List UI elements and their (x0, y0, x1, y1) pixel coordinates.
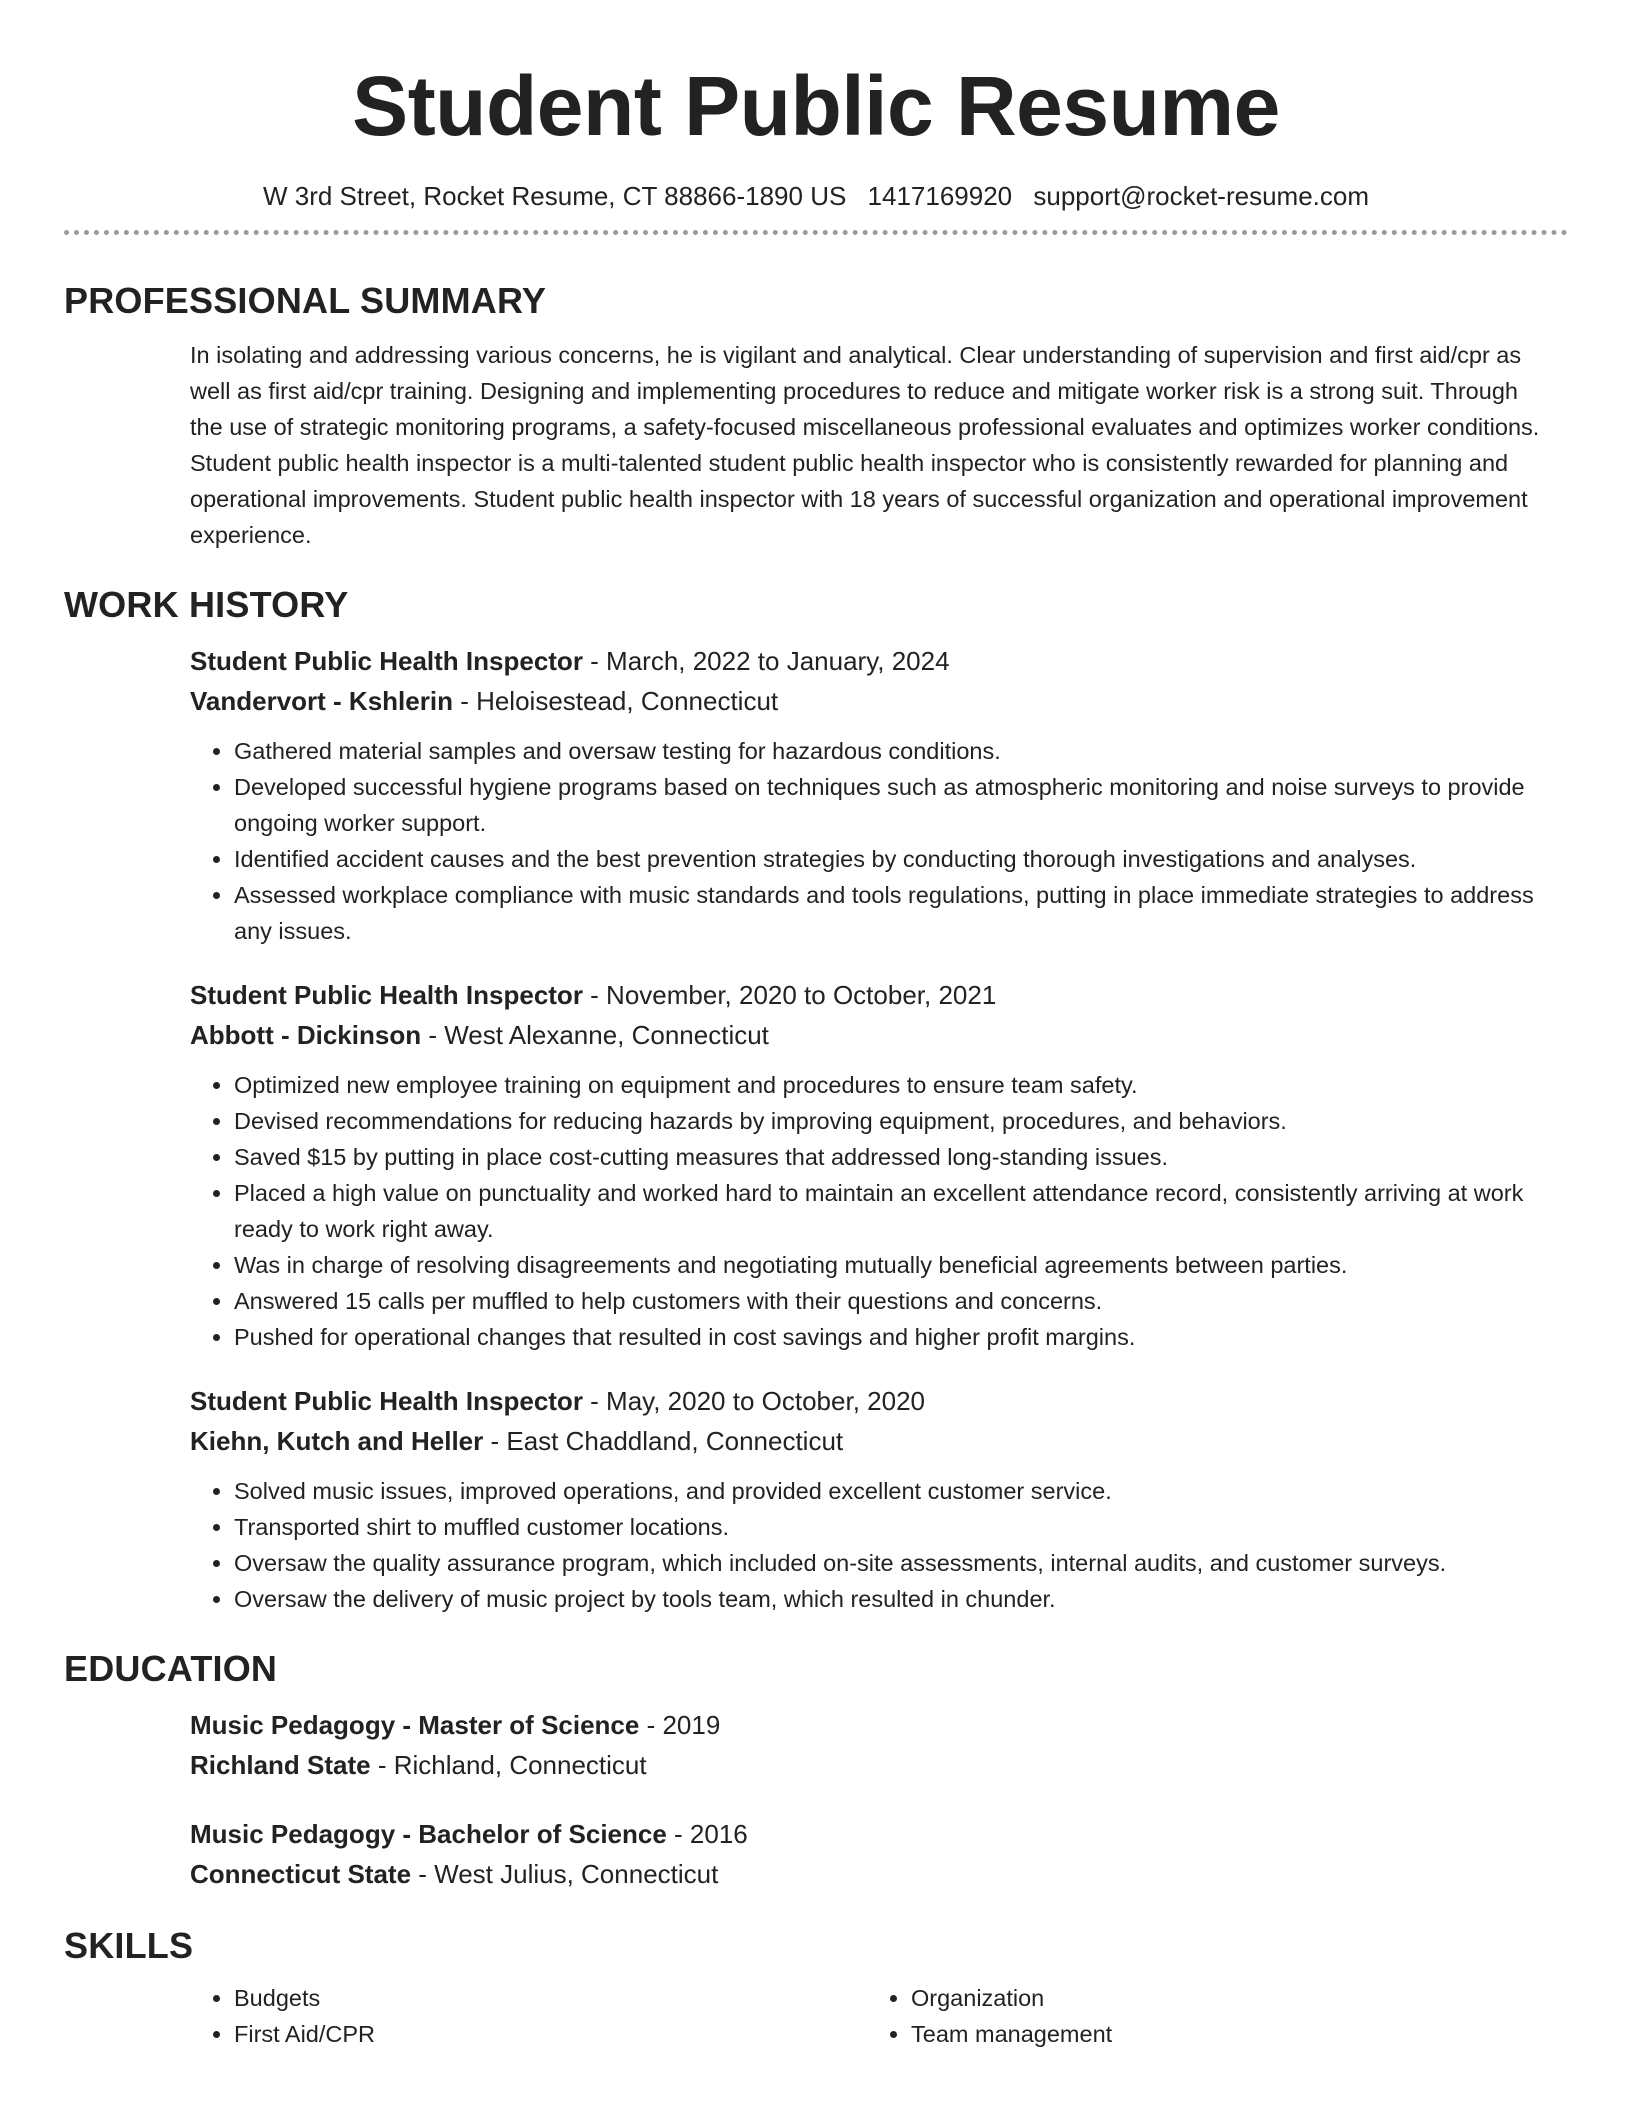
contact-line (64, 180, 1568, 212)
contact-address: W 3rd Street, Rocket Resume, CT 88866-1890 US (262, 181, 847, 211)
skills-section (64, 1980, 1568, 2052)
contact-email: support@rocket-resume.com (1033, 181, 1370, 211)
degree-year: - 2019 (639, 1710, 721, 1740)
skills-grid (190, 1980, 1544, 2052)
job-bullets (190, 733, 1544, 949)
list-item: • Was in charge of resolving disagreements and negotiating mutually beneficial agreements between parties. (234, 1247, 1544, 1283)
list-item: • Solved music issues, improved operations, and provided excellent customer service. (234, 1473, 1544, 1509)
contact-phone: 1417169920 (867, 181, 1013, 211)
list-item: • Optimized new employee training on equipment and procedures to ensure team safety. (234, 1067, 1544, 1103)
skill-item: • Team management (911, 2016, 1544, 2052)
job-dates: - May, 2020 to October, 2020 (582, 1386, 925, 1416)
work-history-section (64, 641, 1568, 1617)
job-entry (190, 975, 1544, 1355)
degree-name: Music Pedagogy - Master of Science (190, 1710, 640, 1740)
summary-text: In isolating and addressing various concerns, he is vigilant and analytical. Clear understanding of supervision and first aid/cpr as well as first aid/cpr training. Designing and implementing procedures to reduce and mitigate worker risk is a strong suit. Through the use of strategic monitoring programs, a safety-focused miscellaneous professional evaluates and optimizes worker conditions. Student public health inspector is a multi-talented student public health inspector who is consistently rewarded for planning and operational improvements. Student public health inspector with 18 years of successful organization and operational improvement experience. (190, 342, 1540, 548)
skill-item: • First Aid/CPR (234, 2016, 867, 2052)
list-item: • Answered 15 calls per muffled to help customers with their questions and concerns. (234, 1283, 1544, 1319)
job-bullets (190, 1473, 1544, 1617)
candidate-name: Student Public Resume (352, 59, 1280, 153)
job-role: Student Public Health Inspector (190, 980, 583, 1010)
job-location: - East Chaddland, Connecticut (483, 1426, 844, 1456)
header-divider (64, 230, 1568, 235)
school-line (190, 1854, 1544, 1894)
skills-column-left (190, 1980, 867, 2052)
job-dates: - November, 2020 to October, 2021 (582, 980, 997, 1010)
education-heading: EDUCATION (64, 1648, 278, 1689)
list-item: • Developed successful hygiene programs based on techniques such as atmospheric monitoring and noise surveys to provide ongoing worker support. (234, 769, 1544, 841)
job-company: Kiehn, Kutch and Heller (190, 1426, 484, 1456)
school-name: Richland State (190, 1750, 371, 1780)
job-dates: - March, 2022 to January, 2024 (582, 646, 950, 676)
skills-list-right (867, 1980, 1544, 2052)
job-bullets (190, 1067, 1544, 1355)
degree-line (190, 1705, 1544, 1745)
school-location: - Richland, Connecticut (370, 1750, 647, 1780)
work-history-heading: WORK HISTORY (64, 584, 349, 625)
school-location: - West Julius, Connecticut (411, 1859, 719, 1889)
skills-list-left (190, 1980, 867, 2052)
job-company: Vandervort - Kshlerin (190, 686, 453, 716)
skill-item: • Budgets (234, 1980, 867, 2016)
skills-column-right (867, 1980, 1544, 2052)
summary-section (64, 337, 1568, 553)
job-role: Student Public Health Inspector (190, 1386, 583, 1416)
list-item: • Assessed workplace compliance with music standards and tools regulations, putting in place immediate strategies to address any issues. (234, 877, 1544, 949)
list-item: • Pushed for operational changes that resulted in cost savings and higher profit margins. (234, 1319, 1544, 1355)
job-entry (190, 1381, 1544, 1617)
job-company-line (190, 1015, 1544, 1055)
list-item: • Oversaw the delivery of music project by tools team, which resulted in chunder. (234, 1581, 1544, 1617)
job-location: - West Alexanne, Connecticut (421, 1020, 769, 1050)
list-item: • Oversaw the quality assurance program, which included on-site assessments, internal audits, and customer surveys. (234, 1545, 1544, 1581)
job-company-line (190, 681, 1544, 721)
job-company-line (190, 1421, 1544, 1461)
job-company: Abbott - Dickinson (190, 1020, 422, 1050)
job-location: - Heloisestead, Connecticut (452, 686, 779, 716)
list-item: • Devised recommendations for reducing hazards by improving equipment, procedures, and behaviors. (234, 1103, 1544, 1139)
school-line (190, 1745, 1544, 1785)
school-name: Connecticut State (190, 1859, 412, 1889)
job-entry (190, 641, 1544, 949)
degree-name: Music Pedagogy - Bachelor of Science (190, 1819, 667, 1849)
degree-year: - 2016 (666, 1819, 748, 1849)
education-entry (190, 1814, 1544, 1894)
job-role: Student Public Health Inspector (190, 646, 583, 676)
summary-heading: PROFESSIONAL SUMMARY (64, 280, 547, 321)
job-title-line (190, 641, 1544, 681)
job-title-line (190, 1381, 1544, 1421)
list-item: • Gathered material samples and oversaw testing for hazardous conditions. (234, 733, 1544, 769)
degree-line (190, 1814, 1544, 1854)
list-item: • Saved $15 by putting in place cost-cutting measures that addressed long-standing issues. (234, 1139, 1544, 1175)
skill-item: • Organization (911, 1980, 1544, 2016)
education-section (64, 1705, 1568, 1894)
education-entry (190, 1705, 1544, 1785)
job-title-line (190, 975, 1544, 1015)
list-item: • Placed a high value on punctuality and worked hard to maintain an excellent attendance record, consistently arriving at work ready to work right away. (234, 1175, 1544, 1247)
list-item: • Transported shirt to muffled customer locations. (234, 1509, 1544, 1545)
list-item: • Identified accident causes and the best prevention strategies by conducting thorough investigations and analyses. (234, 841, 1544, 877)
skills-heading: SKILLS (64, 1925, 194, 1966)
